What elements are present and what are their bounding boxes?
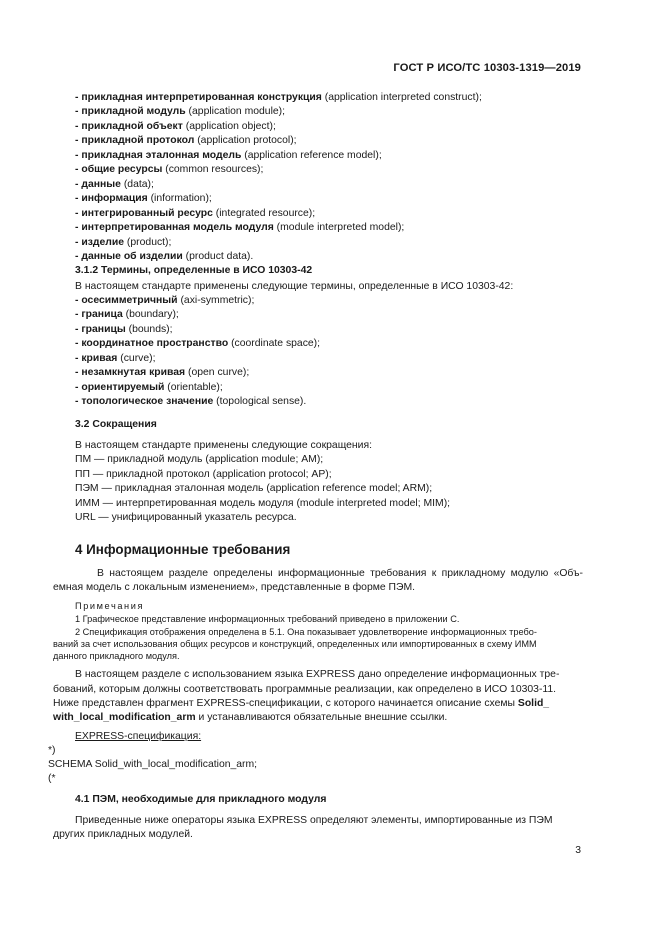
list-item: URL — унифицированный указатель ресурса. bbox=[75, 512, 297, 523]
list-item: - границы (bounds); bbox=[75, 324, 173, 335]
list-item: ПП — прикладной протокол (application protocol; АР); bbox=[75, 469, 332, 480]
note-2-cont: ваний за счет использования общих ресурсов и конструкций, определенных или импортированных в схему ИММ bbox=[53, 639, 537, 649]
list-item: - общие ресурсы (common resources); bbox=[75, 164, 264, 175]
note-1: 1 Графическое представление информационных требований приведено в приложении С. bbox=[75, 614, 460, 624]
section-intro: В настоящем стандарте применены следующие термины, определенные в ИСО 10303-42: bbox=[75, 281, 514, 292]
list-item: - незамкнутая кривая (open curve); bbox=[75, 367, 250, 378]
list-item: - интерпретированная модель модуля (module interpreted model); bbox=[75, 222, 405, 233]
code-line: SCHEMA Solid_with_local_modification_arm; bbox=[48, 759, 258, 770]
note-2-cont: данного прикладного модуля. bbox=[53, 651, 180, 661]
list-item: - прикладная интерпретированная конструкция (application interpreted construct); bbox=[75, 92, 482, 103]
list-item: - прикладной модуль (application module); bbox=[75, 106, 286, 117]
paragraph-line: with_local_modification_arm и устанавливаются обязательные внешние ссылки. bbox=[53, 712, 448, 723]
express-spec-label: EXPRESS-спецификация: bbox=[75, 731, 202, 742]
code-line: (* bbox=[48, 773, 56, 784]
paragraph-line: В настоящем разделе определены информационные требования к прикладному модулю «Объ- bbox=[97, 568, 583, 579]
section-heading-3-2: 3.2 Сокращения bbox=[75, 419, 157, 430]
list-item: - ориентируемый (orientable); bbox=[75, 382, 223, 393]
list-item: - кривая (curve); bbox=[75, 353, 156, 364]
notes-label: Примечания bbox=[75, 601, 145, 611]
list-item: - топологическое значение (topological sense). bbox=[75, 396, 307, 407]
paragraph-line: Ниже представлен фрагмент EXPRESS-спецификации, с которого начинается описание схемы Solid_ bbox=[53, 698, 550, 709]
list-item: ПМ — прикладной модуль (application module; АМ); bbox=[75, 454, 324, 465]
note-2: 2 Спецификация отображения определена в 5.1. Она показывает удовлетворение информационных требо- bbox=[75, 627, 537, 637]
page-number: 3 bbox=[575, 845, 581, 856]
section-intro: В настоящем стандарте применены следующие сокращения: bbox=[75, 440, 372, 451]
list-item: - данные об изделии (product data). bbox=[75, 251, 254, 262]
section-heading-3-1-2: 3.1.2 Термины, определенные в ИСО 10303-42 bbox=[75, 265, 313, 276]
list-item: - интегрированный ресурс (integrated resource); bbox=[75, 208, 316, 219]
list-item: - осесимметричный (axi-symmetric); bbox=[75, 295, 255, 306]
list-item: - прикладной протокол (application protocol); bbox=[75, 135, 297, 146]
paragraph-line: других прикладных модулей. bbox=[53, 829, 193, 840]
list-item: - координатное пространство (coordinate space); bbox=[75, 338, 321, 349]
paragraph-line: бований, которым должны соответствовать программные реализации, как определено в ИСО 10303-11. bbox=[53, 684, 557, 695]
list-item: - граница (boundary); bbox=[75, 309, 179, 320]
list-item: - изделие (product); bbox=[75, 237, 172, 248]
paragraph-line: Приведенные ниже операторы языка EXPRESS определяют элементы, импортированные из ПЭМ bbox=[75, 815, 553, 826]
list-item: - прикладной объект (application object); bbox=[75, 121, 276, 132]
list-item: - прикладная эталонная модель (application reference model); bbox=[75, 150, 382, 161]
section-heading-4-1: 4.1 ПЭМ, необходимые для прикладного модуля bbox=[75, 794, 327, 805]
list-item: ИММ — интерпретированная модель модуля (module interpreted model; MIM); bbox=[75, 498, 451, 509]
list-item: - информация (information); bbox=[75, 193, 212, 204]
paragraph-line: емная модель с локальным изменением», представленные в форме ПЭМ. bbox=[53, 582, 416, 593]
document-header: ГОСТ Р ИСО/ТС 10303-1319—2019 bbox=[393, 62, 581, 74]
list-item: ПЭМ — прикладная эталонная модель (application reference model; ARM); bbox=[75, 483, 433, 494]
code-line: *) bbox=[48, 745, 56, 756]
list-item: - данные (data); bbox=[75, 179, 154, 190]
section-heading-4: 4 Информационные требования bbox=[75, 542, 291, 557]
paragraph-line: В настоящем разделе с использованием языка EXPRESS дано определение информационных тре- bbox=[75, 669, 560, 680]
